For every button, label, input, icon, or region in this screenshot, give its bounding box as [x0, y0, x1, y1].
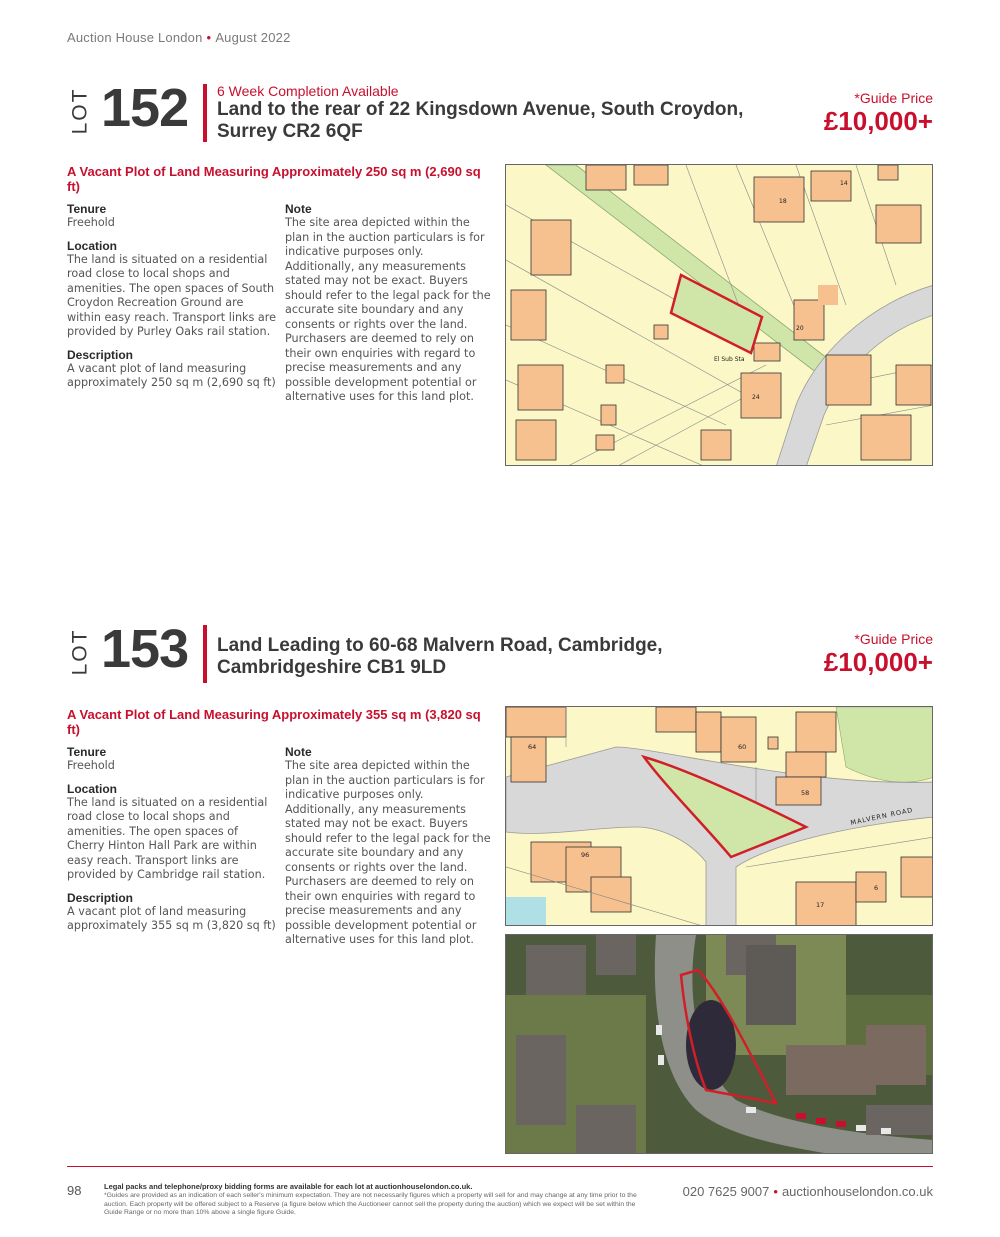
lot-title-line1: Land to the rear of 22 Kingsdown Avenue, South Croydon, [217, 99, 744, 120]
map-label-17: 17 [816, 901, 825, 909]
lot-number: 153 [101, 619, 189, 679]
issue-date: August 2022 [215, 30, 291, 45]
map-label-64: 64 [528, 743, 537, 751]
footer-divider [67, 1166, 933, 1167]
site-plan-drawing [506, 165, 933, 466]
lot-subline: 6 Week Completion Available [217, 83, 399, 99]
lot-headline: A Vacant Plot of Land Measuring Approximately 250 sq m (2,690 sq ft) [67, 164, 481, 194]
lot-divider [203, 84, 207, 142]
guide-price-label: *Guide Price [854, 90, 933, 106]
note-text: The site area depicted within the plan in the auction particulars is for indicative purposes only. Additionally, any measurements stated may not be exact. Buyers should refer to the legal pack for the accurate site boundary and any consents or rights over the land. Purchasers are deemed to rely on their own enquiries with regard to precise measurements and any possible development potential or alternative uses for this land plot. [285, 759, 491, 946]
location-text: The land is situated on a residential road close to local shops and amenities. The open spaces of South Croydon Recreation Ground are within easy reach. Transport links are provided by Purley Oaks rail station. [67, 252, 276, 338]
tenure-text: Freehold [67, 759, 115, 772]
location-heading: Location [67, 781, 117, 796]
legal-line-1: Legal packs and telephone/proxy bidding forms are available for each lot at auctionhouselondon.co.uk. [104, 1182, 473, 1191]
location-text: The land is situated on a residential road close to local shops and amenities. The open spaces of Cherry Hinton Hall Park are within easy reach. Transport links are provided by Cambridge rail station. [67, 795, 268, 881]
page-number: 98 [67, 1183, 82, 1198]
description-heading: Description [67, 347, 134, 362]
lot-title-line1: Land Leading to 60-68 Malvern Road, Cambridge, [217, 635, 663, 656]
tenure-heading: Tenure [67, 745, 107, 759]
lot-label: LOT [68, 87, 92, 135]
guide-price-value: £10,000+ [823, 647, 933, 677]
lot-details-left [67, 202, 277, 391]
map-label-substation: El Sub Sta [714, 356, 745, 363]
contact-info [683, 1184, 933, 1199]
phone-number[interactable]: 020 7625 9007 [682, 1184, 770, 1199]
page-header [67, 30, 291, 45]
tenure-heading: Tenure [67, 202, 107, 216]
map-label-6: 6 [874, 884, 879, 892]
guide-price-label: *Guide Price [854, 631, 933, 647]
tenure-text: Freehold [67, 216, 115, 229]
map-label-18: 18 [779, 198, 787, 205]
website-link[interactable]: auctionhouselondon.co.uk [781, 1184, 933, 1199]
map-label-24: 24 [752, 394, 760, 401]
guide-price [824, 90, 933, 136]
contact-separator: • [773, 1184, 778, 1199]
lot-titles [217, 84, 777, 143]
guide-price-value: £10,000+ [823, 106, 933, 136]
site-plan-drawing [506, 707, 933, 926]
lot-details-right [285, 745, 495, 948]
description-text: A vacant plot of land measuring approximately 355 sq m (3,820 sq ft) [67, 904, 276, 932]
site-plan-map [505, 164, 933, 466]
aerial-photo-drawing [506, 935, 933, 1154]
lot-label: LOT [68, 628, 92, 676]
description-heading: Description [67, 890, 134, 905]
guide-price [824, 631, 933, 677]
header-separator: • [206, 30, 212, 45]
lot-titles [217, 635, 777, 679]
lot-details-left [67, 745, 277, 934]
legal-line-2: *Guides are provided as an indication of each seller's minimum expectation. They are not necessarily figures which a property will sell for and may change at any time prior to the auction. Each property will be offered subject to a Reserve (a figure below which the Auctioneer cannot sell the property during the auction) which we expect will be set within the Guide Range or no more than 10% above a single figure Guide. [104, 1192, 637, 1216]
note-heading: Note [285, 745, 312, 759]
lot-header [67, 619, 933, 697]
map-label-96: 96 [581, 851, 590, 859]
map-label-20: 20 [796, 325, 804, 332]
legal-notice [104, 1182, 644, 1218]
map-label-14: 14 [840, 180, 848, 187]
note-heading: Note [285, 202, 312, 216]
description-text: A vacant plot of land measuring approximately 250 sq m (2,690 sq ft) [67, 361, 276, 389]
aerial-photo [505, 934, 933, 1154]
lot-headline: A Vacant Plot of Land Measuring Approximately 355 sq m (3,820 sq ft) [67, 707, 481, 737]
lot-title-line2: Surrey CR2 6QF [217, 121, 363, 142]
map-label-road: MALVERN ROAD [849, 805, 914, 827]
location-heading: Location [67, 238, 117, 253]
map-label-58: 58 [801, 789, 810, 797]
lot-divider [203, 625, 207, 683]
site-plan-map [505, 706, 933, 926]
lot-number: 152 [101, 78, 189, 138]
lot-title-line2: Cambridgeshire CB1 9LD [217, 657, 447, 678]
lot-details-right [285, 202, 495, 405]
publisher-name: Auction House London [67, 30, 203, 45]
map-label-60: 60 [738, 743, 747, 751]
note-text: The site area depicted within the plan in the auction particulars is for indicative purposes only. Additionally, any measurements stated may not be exact. Buyers should refer to the legal pack for the accurate site boundary and any consents or rights over the land. Purchasers are deemed to rely on their own enquiries with regard to precise measurements and any possible development potential or alternative uses for this land plot. [285, 216, 491, 403]
lot-header [67, 78, 933, 156]
